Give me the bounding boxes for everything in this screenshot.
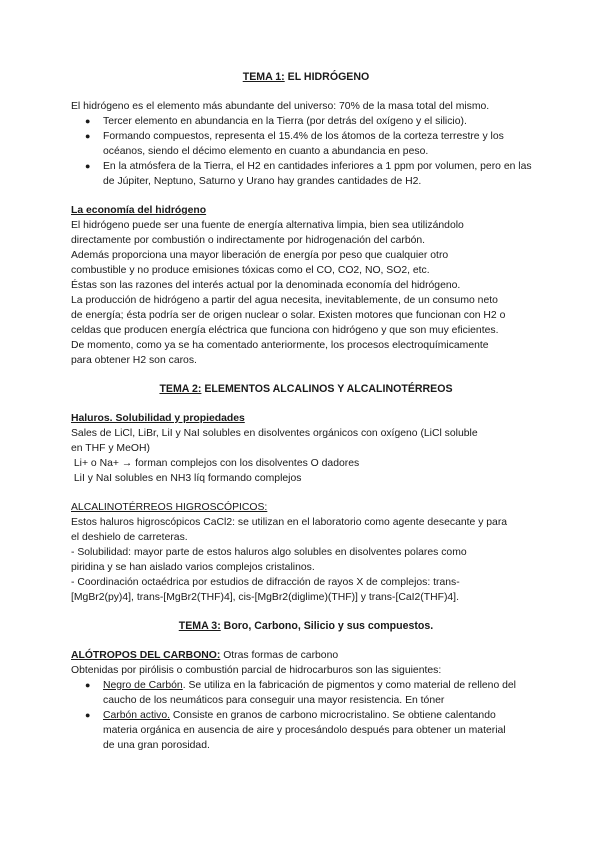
economia-paragraph: La producción de hidrógeno a partir del agua necesita, inevitablemente, de un consumo neto de energía; ésta podría ser de origen nuclear o solar. Existen motores que funcionan con H2 o celdas que producen energía eléctrica que funciona con hidrógeno y que son muy eficientes. De momento, como ya se ha comentado anteriormente, los procesos electroquímicamente para obtener H2 son caros.: [71, 295, 506, 366]
tema3-bullet-list: [71, 678, 541, 753]
tema3-title: [71, 619, 541, 634]
tema1-title-rest: EL HIDRÓGENO: [284, 71, 370, 83]
tema2-title-prefix: TEMA 2:: [159, 383, 202, 395]
economia-paragraph: Además proporciona una mayor liberación de energía por peso que cualquier otro combustible y no produce emisiones tóxicas como el CO, CO2, NO, SO2, etc.: [71, 250, 449, 276]
economia-paragraph: Éstas son las razones del interés actual por la denominada economía del hidrógeno.: [71, 280, 461, 291]
economia-heading: La economía del hidrógeno: [71, 205, 207, 216]
alcalino-line: - Solubilidad: mayor parte de estos haluros algo solubles en disolventes polares como piridina y se han aislado varios complejos cristalinos.: [71, 547, 467, 573]
tema1-bullet-list: [71, 114, 541, 189]
list-item: [103, 708, 513, 753]
alcalino-line: Estos haluros higroscópicos CaCl2: se utilizan en el laboratorio como agente desecante y para el deshielo de carreteras.: [71, 517, 508, 543]
document-page: [71, 0, 541, 753]
list-item: ● En la atmósfera de la Tierra, el H2 en cantidades inferiores a 1 ppm por volumen, pero en las de Júpiter, Neptuno, Saturno y Urano hay grandes cantidades de H2.: [103, 159, 541, 189]
bullet-text: . Se utiliza en la fabricación de pigmentos y como material de relleno del caucho de los neumáticos para conseguir una mayor resistencia. En tóner: [103, 680, 516, 706]
tema1-title-prefix: TEMA 1:: [242, 71, 285, 83]
alotropos-suffix: Otras formas de carbono: [220, 650, 339, 661]
haluros-heading: Haluros. Solubilidad y propiedades: [71, 413, 245, 424]
bullet-term: Carbón activo.: [103, 710, 170, 721]
tema3-title-prefix: TEMA 3:: [178, 620, 221, 632]
tema3-title-rest: Boro, Carbono, Silicio y sus compuestos.: [220, 620, 434, 632]
bullet-term: Negro de Carbón: [103, 680, 183, 691]
alcalino-line: - Coordinación octaédrica por estudios de difracción de rayos X de complejos: trans-[MgBr2(py)4], trans-[MgBr2(THF)4], cis-[MgBr2(diglime)(THF)] y trans-[CaI2(THF)4].: [71, 577, 460, 603]
tema2-title: [71, 382, 541, 397]
alotropos-heading: ALÓTROPOS DEL CARBONO:: [71, 650, 221, 661]
bullet-text: Consiste en granos de carbono microcristalino. Se obtiene calentando materia orgánica en ausencia de aire y procesándolo después para obtener un material de una gran porosidad.: [103, 710, 506, 751]
economia-paragraph: El hidrógeno puede ser una fuente de energía alternativa limpia, bien sea utilizándolo directamente por combustión o indirectamente por hidrogenación del carbón.: [71, 220, 464, 246]
alcalino-heading: ALCALINOTÉRREOS HIGROSCÓPICOS:: [71, 502, 268, 513]
haluros-line: Li+ o Na+ → forman complejos con los disolventes O dadores: [71, 458, 360, 469]
tema1-title: [71, 70, 541, 85]
haluros-line: Sales de LiCl, LiBr, LiI y NaI solubles en disolventes orgánicos con oxígeno (LiCl soluble en THF y MeOH): [71, 428, 478, 454]
list-item: ● Formando compuestos, representa el 15.4% de los átomos de la corteza terrestre y los océanos, siendo el décimo elemento en cuanto a abundancia en peso.: [103, 129, 541, 159]
haluros-line: LiI y NaI solubles en NH3 líq formando complejos: [71, 473, 302, 484]
tema2-title-rest: ELEMENTOS ALCALINOS Y ALCALINOTÉRREOS: [201, 383, 453, 395]
tema1-intro: El hidrógeno es el elemento más abundante del universo: 70% de la masa total del mismo.: [71, 101, 490, 112]
alotropos-intro: Obtenidas por pirólisis o combustión parcial de hidrocarburos son las siguientes:: [71, 665, 442, 676]
alotropos-heading-line: [71, 648, 541, 663]
list-item: [103, 678, 541, 708]
list-item: ● Tercer elemento en abundancia en la Tierra (por detrás del oxígeno y el silicio).: [103, 114, 541, 129]
